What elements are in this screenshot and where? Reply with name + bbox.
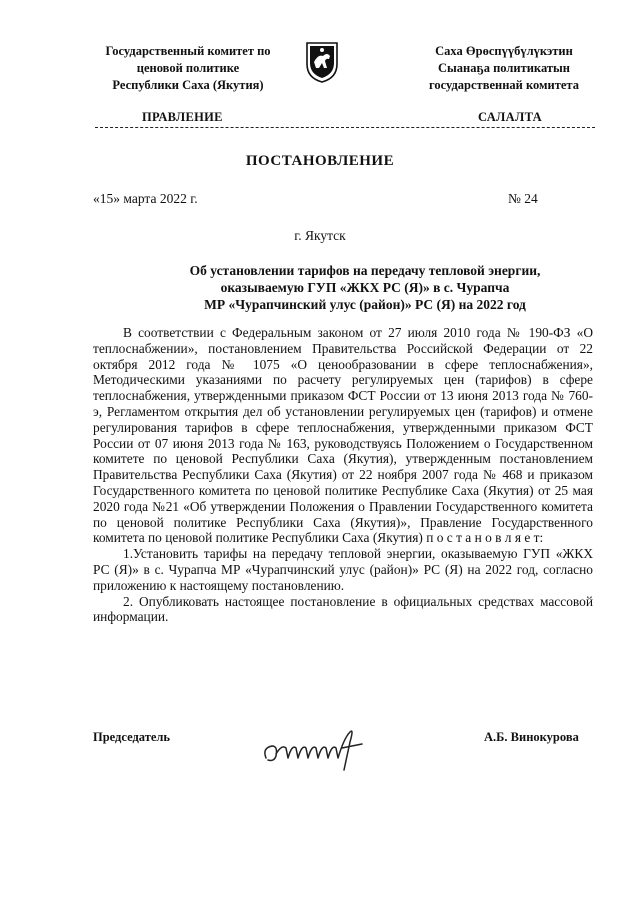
signatory-role: Председатель [93, 730, 171, 744]
paragraph-preamble: В соответствии с Федеральным законом от 27 июля 2010 года № 190-ФЗ «О теплоснабжении», постановлением Правительства Российской Федерации от 22 октября 2012 года № 1075 «О ценообразовании в сфере теплоснабжения», Методическими указаниями по расчету регулируемых цен (тарифов) в сфере теплоснабжения, утвержденными приказом ФСТ России от 13 июня 2013 года № 760-э, Регламентом открытия дел об установлении регулируемых цен (тарифов) и отмене регулирования тарифов в сфере теплоснабжения, утвержденными приказом ФСТ России от 07 июня 2013 года № 163, руководствуясь Положением о Государственном комитете по ценовой Республики Саха (Якутия), утвержденным постановлением Правительства Республики Саха (Якутия) от 22 ноября 2007 года № 468 и приказом Государственного комитета по ценовой политике Республике Саха (Якутия) от 25 мая 2020 года №21 «Об утверждении Положения о Правлении Государственного комитета по ценовой политике Республики Саха (Якутия)», Правление Государственного комитета по ценовой политике Республики Саха (Якутия) п о с т а н о в л я е т: [93, 325, 593, 546]
paragraph-item-1: 1.Установить тарифы на передачу тепловой энергии, оказываемую ГУП «ЖКХ РС (Я)» в с. Чурапча МР «Чурапчинский улус (район)» РС (Я) на 2022 год, согласно приложению к настоящему постановлению. [93, 546, 593, 593]
title-line-2: оказываемую ГУП «ЖКХ РС (Я)» в с. Чурапча [220, 280, 510, 295]
document-title [150, 262, 580, 313]
document-type: ПОСТАНОВЛЕНИЕ [245, 153, 395, 169]
document-number: № 24 [508, 191, 538, 206]
signatory-name: А.Б. Винокурова [484, 730, 579, 744]
document-city: г. Якутск [294, 228, 346, 243]
department-right: САЛАЛТА [478, 110, 542, 124]
header-right [404, 43, 604, 94]
department-left: ПРАВЛЕНИЕ [142, 110, 223, 124]
header-left-line-3: Республики Саха (Якутия) [112, 78, 264, 92]
paragraph-item-2: 2. Опубликовать настоящее постановление в официальных средствах массовой информации. [93, 593, 593, 625]
header-left-line-1: Государственный комитет по [105, 44, 271, 58]
title-line-1: Об установлении тарифов на передачу тепловой энергии, [189, 263, 541, 278]
header-right-line-2: Сыанаҕа политикатын [438, 61, 570, 75]
document-body [93, 325, 593, 625]
header-left [88, 43, 288, 94]
document-date: «15» марта 2022 г. [93, 191, 198, 206]
header-right-line-3: государственнай комитета [429, 78, 579, 92]
header-divider [95, 127, 595, 128]
coat-of-arms-icon [304, 40, 340, 84]
header-left-line-2: ценовой политике [136, 61, 240, 75]
header-right-line-1: Саха Өрөспүүбүлүкэтин [435, 44, 573, 58]
title-line-3: МР «Чурапчинский улус (район)» РС (Я) на 2022 год [204, 297, 526, 312]
handwritten-signature [258, 718, 378, 774]
